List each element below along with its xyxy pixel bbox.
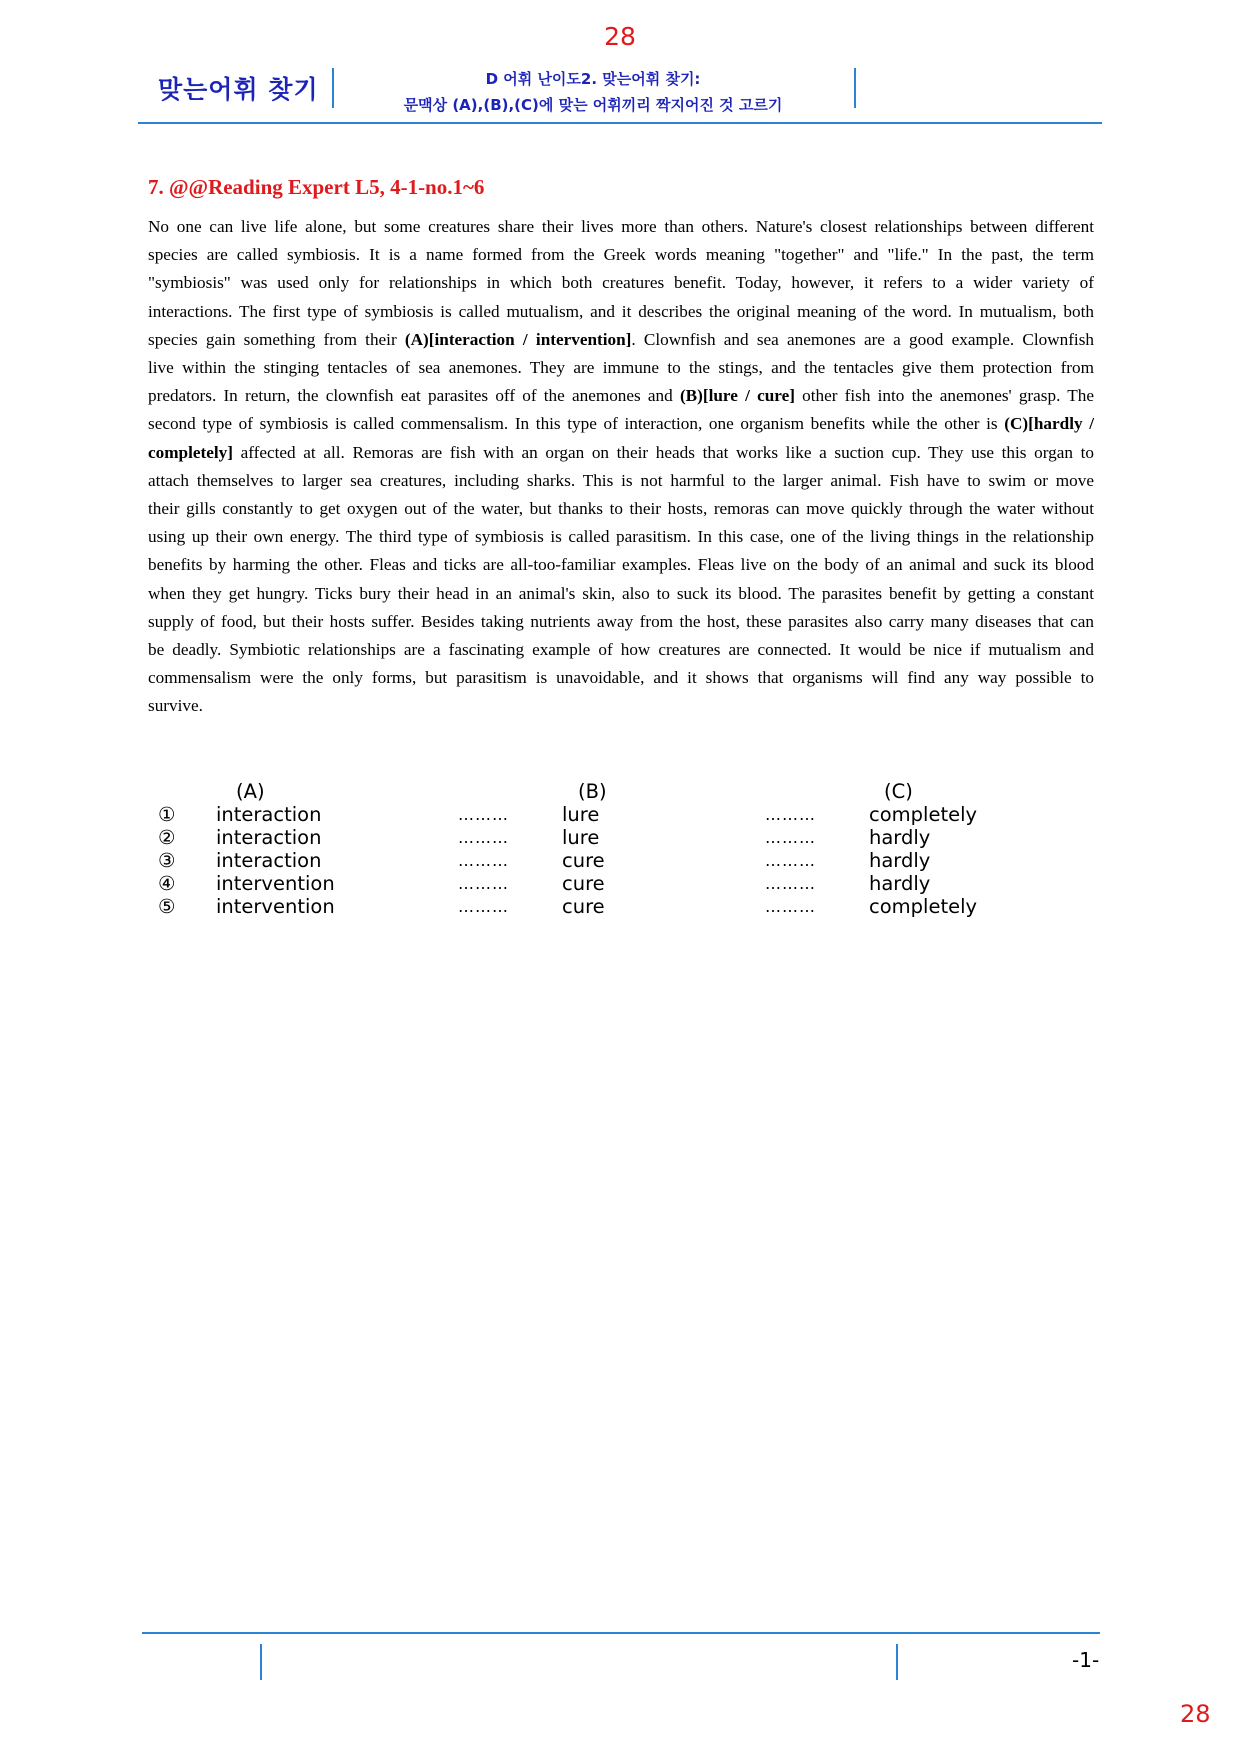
choice-c: completely [869,895,978,918]
choice-a: intervention [216,895,335,918]
choice-headers [158,780,1058,803]
choice-c: completely [869,803,978,826]
choice-number: ④ [158,872,176,895]
header-desc-line2: 문맥상 (A),(B),(C)에 맞는 어휘끼리 짝지어진 것 고르기 [403,96,783,114]
header-description [348,66,838,118]
choice-row[interactable] [158,895,1058,918]
choice-number: ⑤ [158,895,176,918]
choice-row[interactable] [158,803,1058,826]
header-title: 맞는어휘 찾기 [158,75,319,104]
header-divider-right [854,68,856,108]
choice-dots: ……… [765,897,816,916]
choice-dots: ……… [765,805,816,824]
choice-b: cure [562,849,605,872]
page-number-top: 28 [604,22,636,51]
choice-dots: ……… [458,851,509,870]
answer-choices [158,780,1058,918]
header-desc-line1: D 어휘 난이도2. 맞는어휘 찾기: [485,70,701,88]
choice-b: cure [562,895,605,918]
choice-b: cure [562,872,605,895]
blank-b: (B)[lure / cure] [679,386,795,406]
footer-divider-right [896,1644,898,1680]
choice-header-c: (C) [884,780,913,803]
choice-number: ① [158,803,176,826]
choice-a: interaction [216,849,322,872]
passage-part-2: . Clownfish and sea anemones are a good example. Clownfish live within the stinging tentacles of sea anemones. They are immune to the stings, and the tentacles give them protection from predators. In return, the clownfish eat parasites off of the anemones and [148,329,1094,406]
choice-dots: ……… [458,805,509,824]
choice-dots: ……… [765,828,816,847]
footer-page-label: -1- [1072,1648,1100,1672]
blank-c: (C)[hardly / completely] [148,414,1094,462]
choice-dots: ……… [458,828,509,847]
choice-a: interaction [216,826,322,849]
question-title: 7. @@Reading Expert L5, 4-1-no.1~6 [148,175,485,199]
header-rule [138,122,1102,124]
choice-number: ③ [158,849,176,872]
choice-row[interactable] [158,826,1058,849]
choice-c: hardly [869,826,931,849]
choice-dots: ……… [458,874,509,893]
page-number-bottom: 28 [1180,1700,1211,1728]
choice-header-a: (A) [236,780,265,803]
header-divider-left [332,68,334,108]
choice-c: hardly [869,872,931,895]
passage-part-4: affected at all. Remoras are fish with an organ on their heads that works like a suction cup. They use this organ to attach themselves to larger sea creatures, including sharks. This is not harmful to the larger animal. Fish have to swim or move their gills constantly to get oxygen out of the water, but thanks to their hosts, remoras can move quickly through the water without using up their own energy. The third type of symbiosis is called parasitism. In this case, one of the living things in the relationship benefits by harming the other. Fleas and ticks are all-too-familiar examples. Fleas live on the body of an animal and suck its blood when they get hungry. Ticks bury their head in an animal's skin, also to suck its blood. The parasites benefit by getting a constant supply of food, but their hosts suffer. Besides taking nutrients away from the host, these parasites also carry many diseases that can be deadly. Symbiotic relationships are a fascinating example of how creatures are connected. It would be nice if mutualism and commensalism were the only forms, but parasitism is unavoidable, and it shows that organisms will find any way possible to survive. [148,442,1094,716]
passage-part-1: No one can live life alone, but some creatures share their lives more than others. Nature's closest relationships between different species are called symbiosis. It is a name formed from the Greek words meaning "together" and "life." In the past, the term "symbiosis" was used only for relationships in which both creatures benefit. Today, however, it refers to a wider variety of interactions. The first type of symbiosis is called mutualism, and it describes the original meaning of the word. In mutualism, both species gain something from their [148,217,1094,349]
choice-dots: ……… [765,874,816,893]
choice-dots: ……… [458,897,509,916]
choice-dots: ……… [765,851,816,870]
choice-row[interactable] [158,872,1058,895]
choice-c: hardly [869,849,931,872]
footer-rule [142,1632,1100,1634]
choice-row[interactable] [158,849,1058,872]
passage [148,213,1094,721]
page-header [138,62,1102,126]
footer-divider-left [260,1644,262,1680]
choice-b: lure [562,803,600,826]
passage-part-3: other fish into the anemones' grasp. The second type of symbiosis is called commensalism. In this type of interaction, one organism benefits while the other is [148,386,1094,434]
choice-b: lure [562,826,600,849]
choice-header-b: (B) [578,780,607,803]
choice-a: interaction [216,803,322,826]
blank-a: (A)[interaction / intervention] [404,329,632,349]
choice-number: ② [158,826,176,849]
choice-a: intervention [216,872,335,895]
